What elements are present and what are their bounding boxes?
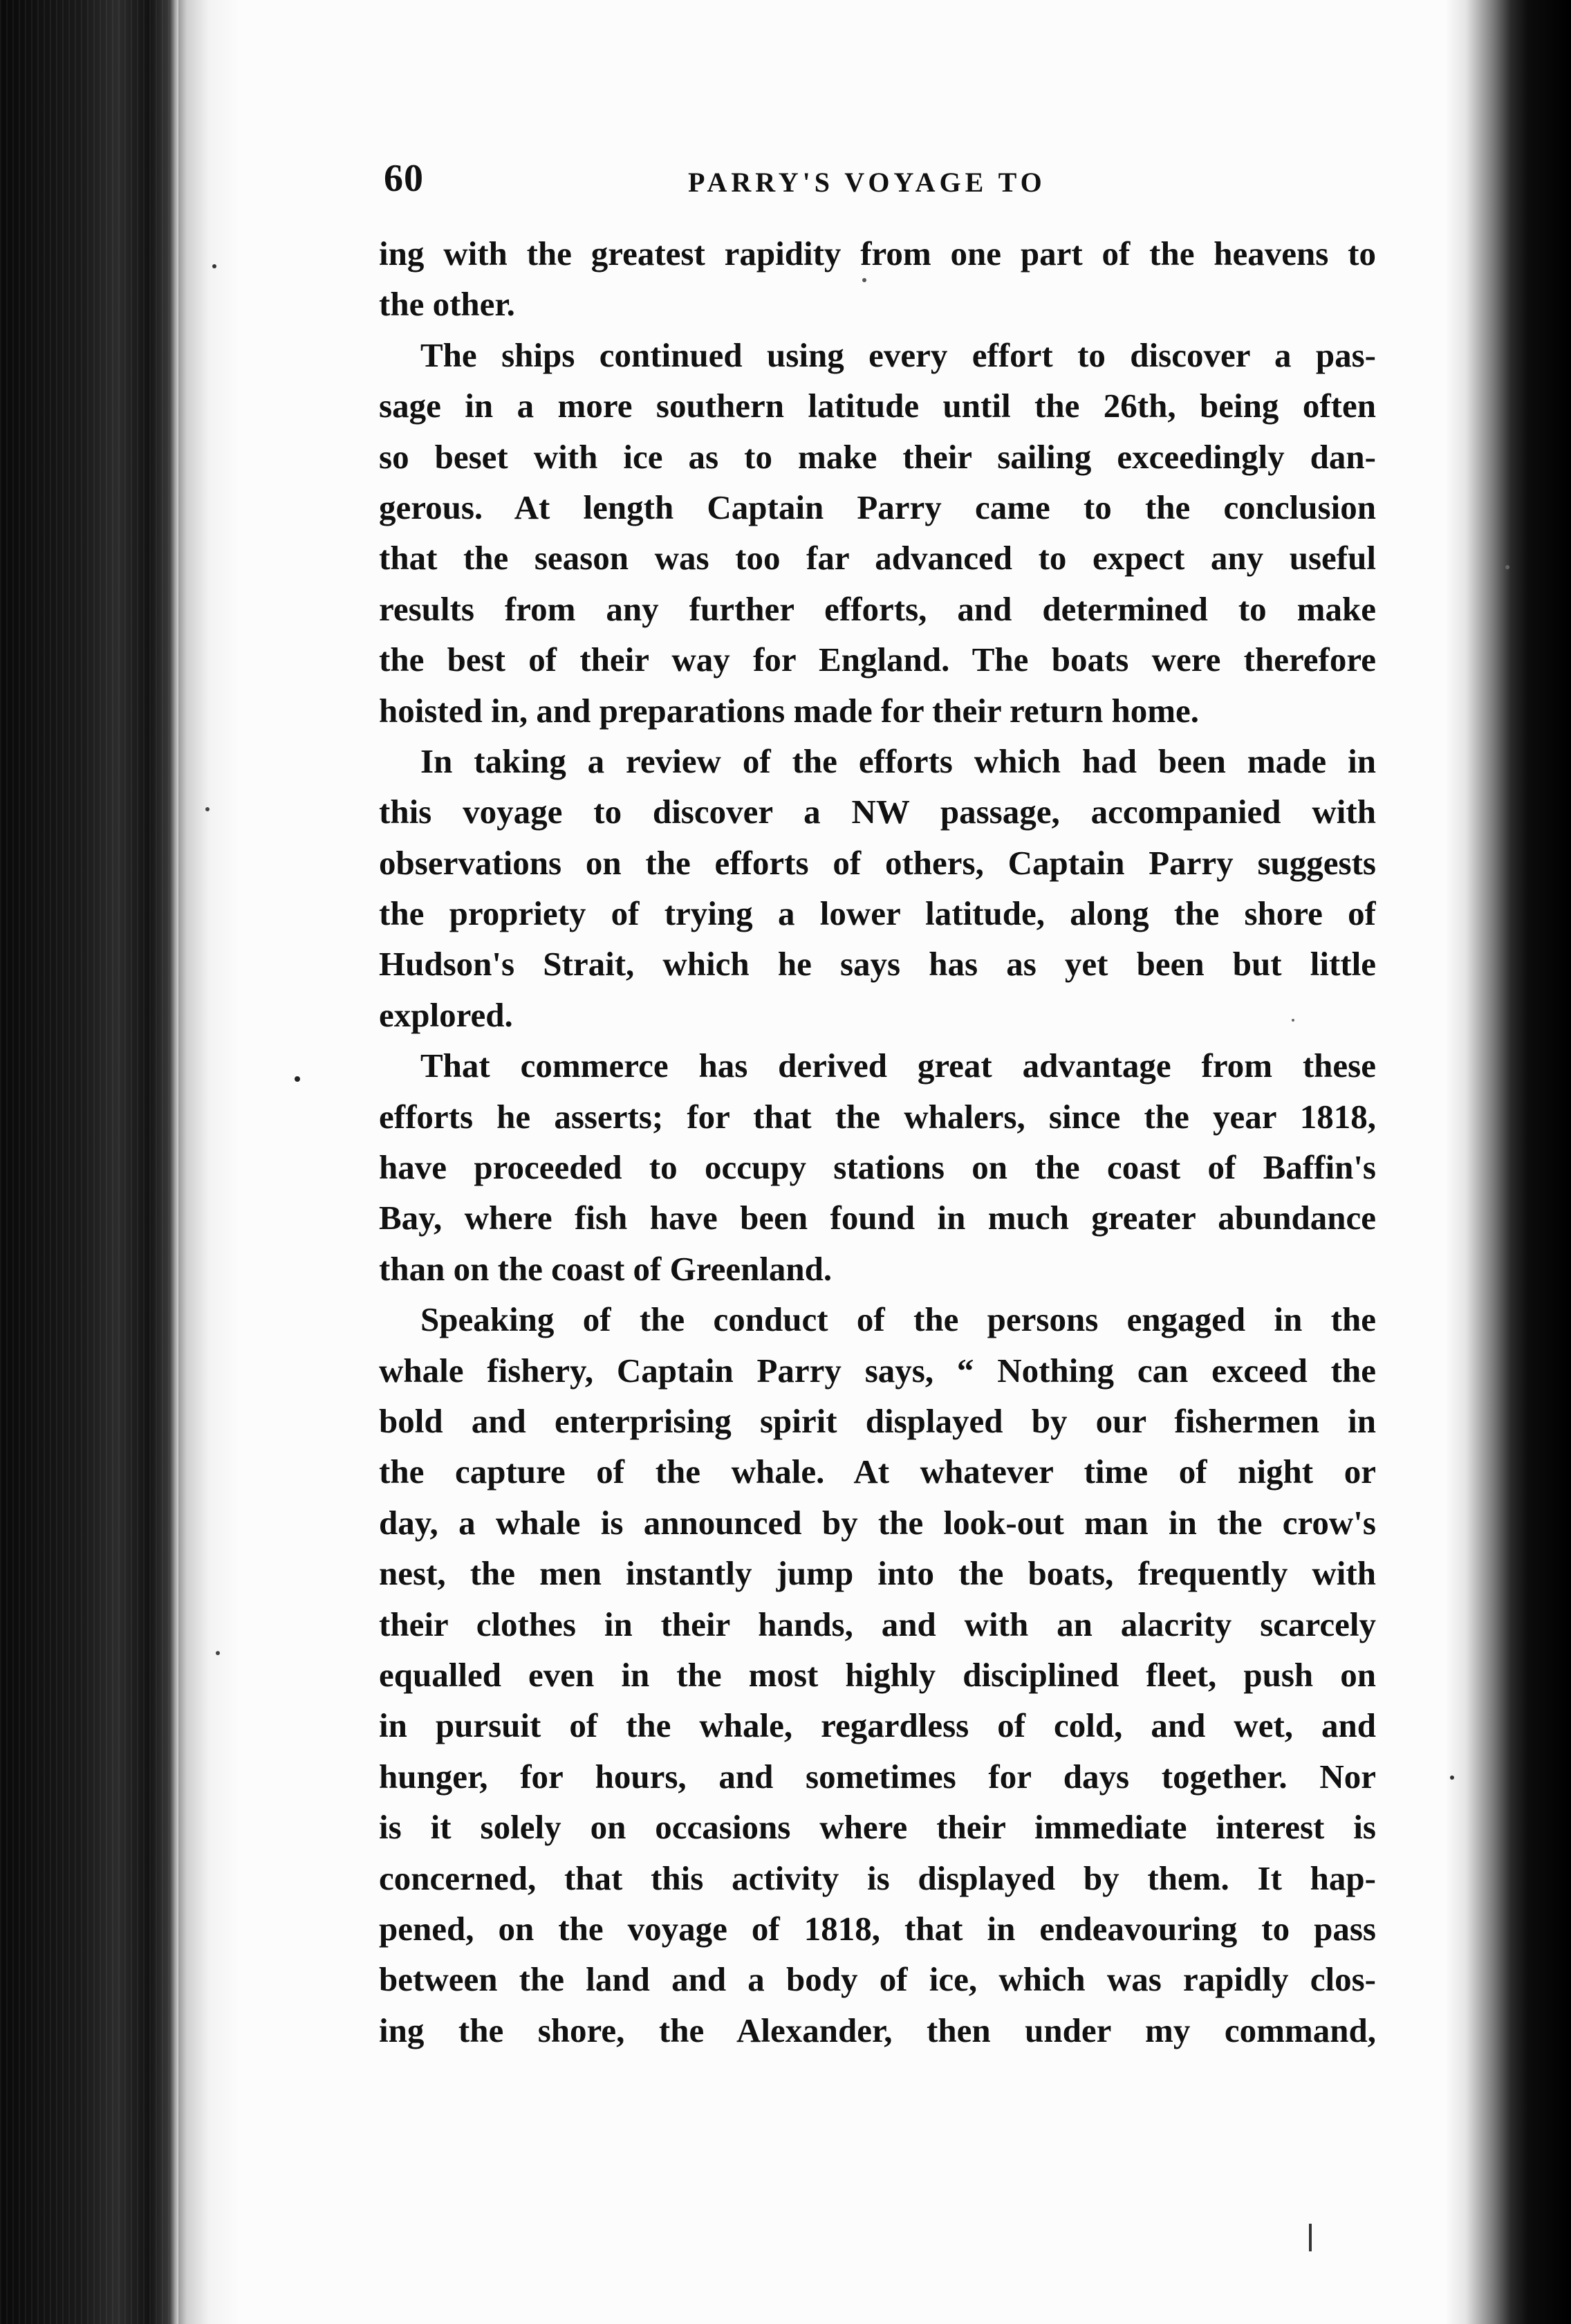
text-line: results from any further efforts, and determined to make [379, 589, 1376, 628]
text-line: is it solely on occasions where their immediate interest is [379, 1808, 1376, 1847]
text-line: in pursuit of the whale, regardless of cold, and wet, and [379, 1706, 1376, 1745]
text-line: the best of their way for England. The boats were therefore [379, 640, 1376, 679]
text-line: day, a whale is announced by the look-out man in the crow's [379, 1503, 1376, 1542]
text-line: pened, on the voyage of 1818, that in endeavouring to pass [379, 1909, 1376, 1948]
text-line: gerous. At length Captain Parry came to the conclusion [379, 488, 1376, 526]
page-number: 60 [384, 157, 424, 200]
text-line: between the land and a body of ice, which was rapidly clos- [379, 1960, 1376, 1999]
text-line: The ships continued using every effort to discover a pas- [420, 335, 1376, 374]
running-head: PARRY'S VOYAGE TO [688, 167, 1046, 198]
text-line: observations on the efforts of others, Captain Parry suggests [379, 843, 1376, 882]
page-header [384, 156, 1379, 212]
text-line: That commerce has derived great advantage from these [420, 1046, 1376, 1085]
text-line: the other. [379, 285, 515, 324]
body-text [379, 228, 1376, 2056]
text-line: that the season was too far advanced to expect any useful [379, 539, 1376, 578]
text-line: explored. [379, 995, 513, 1034]
text-line: nest, the men instantly jump into the boats, frequently with [379, 1554, 1376, 1593]
text-line: the capture of the whale. At whatever time of night or [379, 1452, 1376, 1491]
text-line: Bay, where fish have been found in much greater abundance [379, 1199, 1376, 1237]
text-line: hunger, for hours, and sometimes for days together. Nor [379, 1757, 1376, 1796]
text-line: whale fishery, Captain Parry says, “ Nothing can exceed the [379, 1351, 1376, 1390]
text-line: so beset with ice as to make their sailing exceedingly dan- [379, 437, 1376, 476]
text-line: In taking a review of the efforts which had been made in [420, 741, 1376, 780]
text-line: ing with the greatest rapidity from one part of the heavens to [379, 234, 1376, 273]
text-line: hoisted in, and preparations made for their return home. [379, 691, 1200, 730]
text-line: this voyage to discover a NW passage, accompanied with [379, 793, 1376, 831]
text-line: their clothes in their hands, and with an alacrity scarcely [379, 1605, 1376, 1643]
text-line: Speaking of the conduct of the persons engaged in the [420, 1300, 1376, 1339]
text-line: bold and enterprising spirit displayed by our fishermen in [379, 1401, 1376, 1440]
text-line: than on the coast of Greenland. [379, 1249, 833, 1288]
gutter-texture [0, 0, 180, 2324]
text-line: the propriety of trying a lower latitude, along the shore of [379, 894, 1376, 933]
text-line: equalled even in the most highly disciplined fleet, push on [379, 1655, 1376, 1694]
page-right-edge [1445, 0, 1571, 2324]
page-inner-shadow [178, 0, 241, 2324]
text-line: Hudson's Strait, which he says has as yet been but little [379, 945, 1376, 984]
text-line: efforts he asserts; for that the whalers, since the year 1818, [379, 1097, 1376, 1136]
text-line: concerned, that this activity is displayed by them. It hap- [379, 1859, 1376, 1897]
text-line: have proceeded to occupy stations on the coast of Baffin's [379, 1148, 1376, 1187]
text-line: sage in a more southern latitude until the 26th, being often [379, 387, 1376, 425]
text-line: ing the shore, the Alexander, then under my command, [379, 2011, 1376, 2049]
